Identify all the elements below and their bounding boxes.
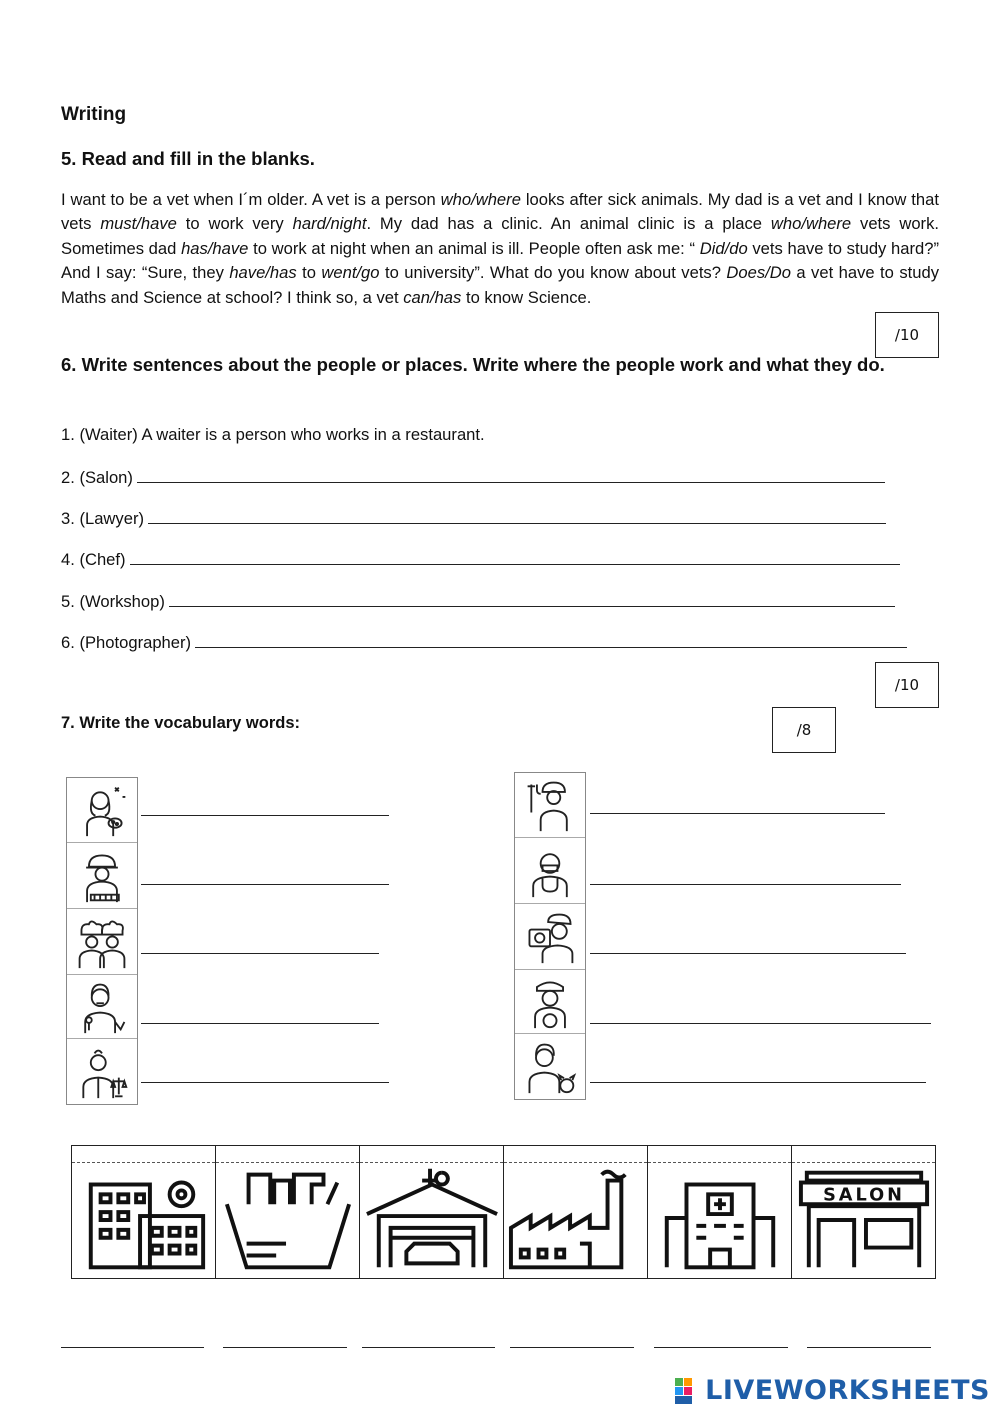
- question-5-title: 5. Read and fill in the blanks.: [61, 148, 315, 169]
- choice-option[interactable]: hard/night: [292, 214, 367, 234]
- builder-icon: [74, 848, 130, 904]
- paragraph-text: . My dad has a clinic. An animal clinic is a place: [366, 214, 771, 234]
- building-answer-line[interactable]: [61, 1347, 204, 1348]
- question-6-title: 6. Write sentences about the people or places. Write where the people work and what they do.: [61, 354, 885, 375]
- garage-icon: [363, 1164, 501, 1274]
- paragraph-text: to university”. What do you know about vets?: [379, 263, 727, 283]
- answer-blank[interactable]: [195, 631, 907, 648]
- paragraph-text: to work very: [176, 214, 293, 234]
- vocab-answer-line[interactable]: [141, 884, 389, 885]
- answer-blank[interactable]: [148, 507, 886, 524]
- chefs-icon: [74, 914, 130, 970]
- vocab-answer-line[interactable]: [590, 1023, 931, 1024]
- vocab-answer-line[interactable]: [590, 813, 885, 814]
- pilot-icon: [522, 974, 578, 1030]
- paragraph-text: vets have to study hard?” And I say: “Sure, they: [61, 238, 939, 283]
- building-answer-line[interactable]: [510, 1347, 634, 1348]
- sentence-item[interactable]: 6. (Photographer): [61, 631, 907, 653]
- vocab-answer-line[interactable]: [141, 1082, 389, 1083]
- paragraph-text: to: [296, 263, 322, 283]
- question-7-title: 7. Write the vocabulary words:: [61, 714, 301, 732]
- salon-icon: [795, 1164, 933, 1274]
- left-picture-column: [66, 777, 138, 1105]
- doctor-icon: [522, 843, 578, 899]
- choice-option[interactable]: has/have: [181, 238, 249, 258]
- liveworksheets-mark-icon: [675, 1378, 701, 1404]
- choice-option[interactable]: must/have: [100, 214, 177, 234]
- building-answer-line[interactable]: [223, 1347, 347, 1348]
- answer-blank[interactable]: [137, 466, 885, 483]
- right-picture-column: [514, 772, 586, 1100]
- vocab-answer-line[interactable]: [590, 884, 901, 885]
- score-box-q7: /8: [772, 707, 836, 753]
- vocab-answer-line[interactable]: [141, 815, 389, 816]
- vocab-answer-line[interactable]: [590, 1082, 926, 1083]
- answer-blank[interactable]: [130, 548, 900, 565]
- logo-text: LIVEWORKSHEETS: [705, 1375, 990, 1406]
- choice-option[interactable]: have/has: [229, 263, 297, 283]
- toolbox-icon: [219, 1164, 357, 1274]
- choice-option[interactable]: who/where: [770, 214, 852, 234]
- paragraph-text: looks after sick animals. My dad is a vet and I know that vets: [61, 190, 939, 234]
- vocab-answer-line[interactable]: [141, 1023, 379, 1024]
- buildings-row: [71, 1145, 936, 1279]
- vet-icon: [522, 1039, 578, 1095]
- office-building-icon: [75, 1164, 213, 1274]
- paragraph-text: a vet have to study Maths and Science at school? I think so, a vet: [61, 263, 939, 307]
- lawyer-icon: [74, 1044, 130, 1100]
- choice-option[interactable]: can/has: [403, 287, 462, 307]
- choice-option[interactable]: Does/Do: [726, 263, 791, 283]
- section-title: Writing: [61, 104, 127, 125]
- paragraph-text: vets work. Sometimes dad: [61, 214, 939, 258]
- hospital-icon: [651, 1164, 789, 1274]
- factory-icon: [507, 1164, 645, 1274]
- vocab-answer-line[interactable]: [590, 953, 906, 954]
- sentence-item[interactable]: 3. (Lawyer): [61, 507, 886, 529]
- question-5-paragraph: [61, 188, 939, 310]
- mechanic-icon: [522, 777, 578, 833]
- vocab-answer-line[interactable]: [141, 953, 379, 954]
- sentence-item: 1. (Waiter) A waiter is a person who works in a restaurant.: [61, 425, 485, 444]
- choice-option[interactable]: went/go: [321, 263, 380, 283]
- score-box-q6: /10: [875, 662, 939, 708]
- svg-text:SALON: SALON: [822, 1185, 905, 1206]
- score-box-q5: /10: [875, 312, 939, 358]
- choice-option[interactable]: Did/do: [699, 238, 748, 258]
- building-answer-line[interactable]: [654, 1347, 788, 1348]
- sentence-item[interactable]: 2. (Salon): [61, 466, 885, 488]
- paragraph-text: to know Science.: [461, 287, 592, 307]
- sentence-item[interactable]: 4. (Chef): [61, 548, 900, 570]
- choice-option[interactable]: who/where: [440, 190, 521, 209]
- paragraph-text: I want to be a vet when I´m older. A vet is a person: [61, 190, 441, 209]
- paragraph-text: to work at night when an animal is ill. People often ask me: “: [248, 238, 700, 258]
- dentist-icon: [74, 979, 130, 1035]
- sentence-item[interactable]: 5. (Workshop): [61, 590, 895, 612]
- building-answer-line[interactable]: [362, 1347, 495, 1348]
- artist-icon: [74, 782, 130, 838]
- answer-blank[interactable]: [169, 590, 895, 607]
- building-answer-line[interactable]: [807, 1347, 931, 1348]
- photographer-icon: [522, 909, 578, 965]
- liveworksheets-logo: [675, 1375, 990, 1406]
